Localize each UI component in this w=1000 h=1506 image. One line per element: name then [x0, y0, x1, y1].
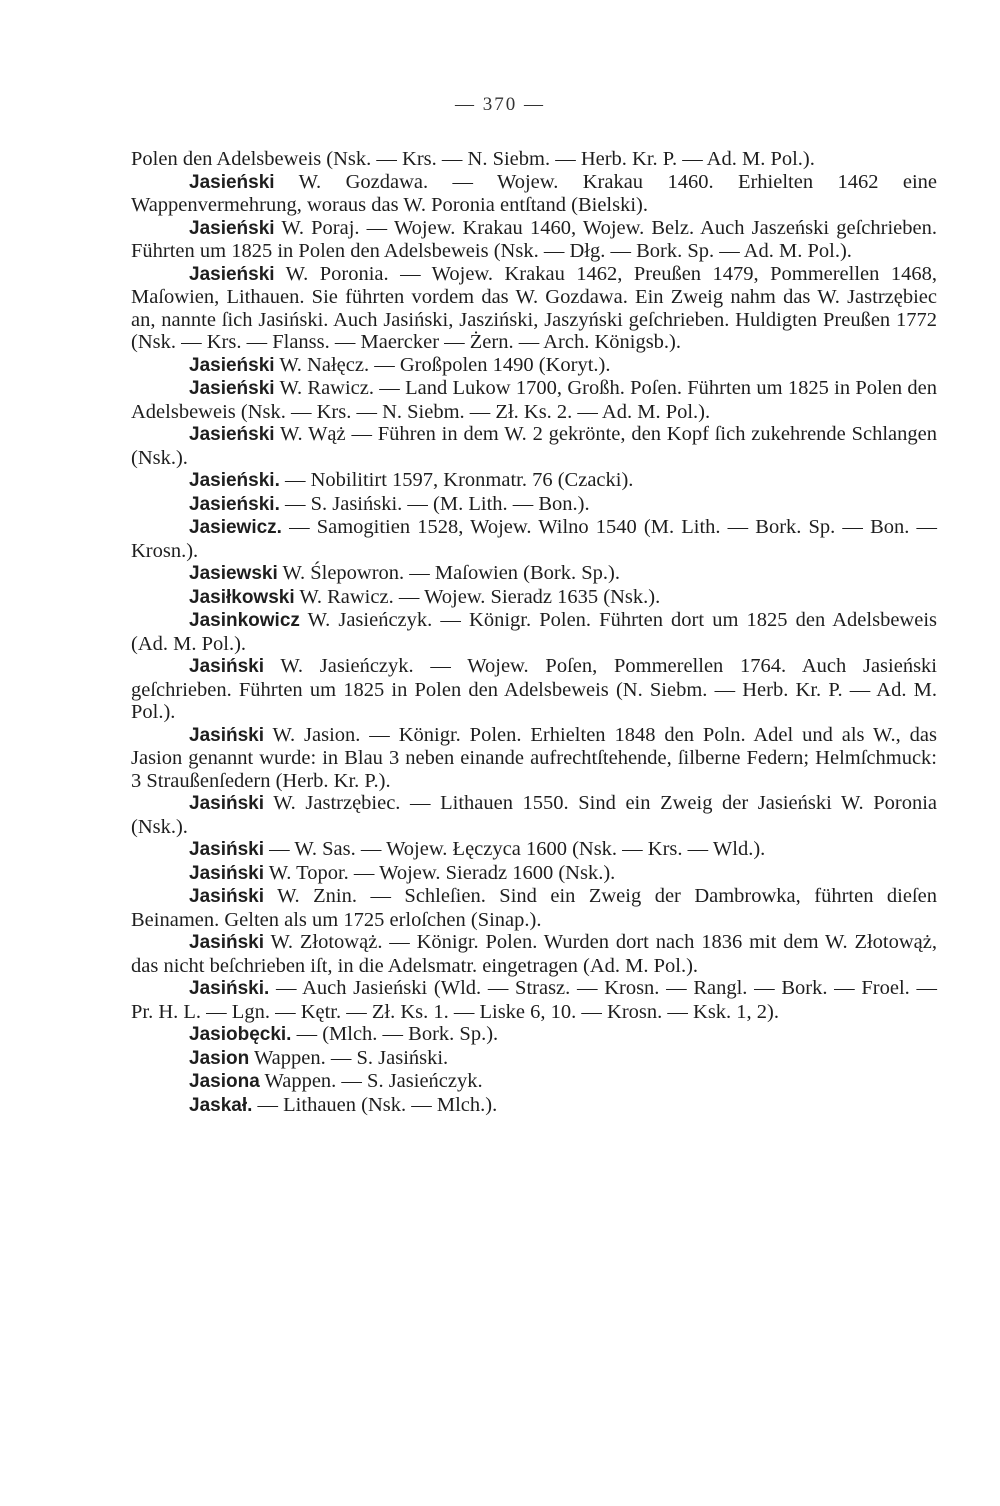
- entry-text: W. Złotowąż. — Königr. Polen. Wurden dort nach 1836 mit dem W. Złotowąż, das nicht beſchrieben iſt, in die Adelsmatr. eingetragen (Ad. M. Pol.).: [131, 931, 937, 977]
- page-number: — 370 —: [455, 94, 545, 115]
- entry-headword: Jasiński: [189, 656, 264, 677]
- entry-text: W. Jasion. — Königr. Polen. Erhielten 1848 den Poln. Adel und als W., das Jasion genannt wurde: in Blau 3 neben einande aufrechtſtehende, ſilberne Federn; Helmſchmuck: 3 Straußenſedern (Herb. Kr. P.).: [131, 723, 937, 792]
- entry: [131, 354, 937, 378]
- entry-headword: Jasieński: [189, 378, 275, 399]
- entry-text: Wappen. — S. Jasiński.: [249, 1046, 449, 1069]
- entry-text: — Auch Jasieński (Wld. — Strasz. — Krosn. — Rangl. — Bork. — Froel. — Pr. H. L. — Lgn. — Kętr. — Zł. Ks. 1. — Liske 6, 10. — Krosn. — Ksk. 1, 2).: [131, 977, 937, 1023]
- entry: [131, 263, 937, 354]
- entry-text: — S. Jasiński. — (M. Lith. — Bon.).: [279, 492, 590, 515]
- entry-continuation: [131, 148, 937, 171]
- entry: [131, 562, 937, 586]
- entry: [131, 516, 937, 562]
- entry: [131, 1094, 937, 1118]
- entry-headword: Jasiński: [189, 862, 264, 884]
- entry-headword: Jaskał.: [189, 1094, 253, 1116]
- entry: [131, 885, 937, 931]
- entry-text: W. Rawicz. — Wojew. Sieradz 1635 (Nsk.).: [294, 585, 661, 608]
- entry-text: W. Wąż — Führen in dem W. 2 gekrönte, den Kopf ſich zukehrende Schlangen (Nsk.).: [131, 423, 937, 469]
- entry-headword: Jasieński: [189, 171, 275, 193]
- entry-headword: Jasiński: [189, 793, 264, 814]
- entry: [131, 609, 937, 655]
- entry-headword: Jasiewski: [189, 563, 278, 584]
- entry-headword: Jasieński: [189, 354, 275, 376]
- entry-text: W. Znin. — Schleſien. Sind ein Zweig der Dambrowka, führten dieſen Beinamen. Gelten als um 1725 erloſchen (Sinap.).: [131, 885, 937, 931]
- entry-text: — Lithauen (Nsk. — Mlch.).: [252, 1093, 498, 1116]
- entry: [131, 931, 937, 977]
- entry-headword: Jasiński: [189, 932, 264, 953]
- entry-headword: Jasiński.: [189, 978, 270, 999]
- entry: [131, 493, 937, 517]
- entry-headword: Jasieński.: [189, 470, 280, 491]
- entry-headword: Jasiński: [189, 839, 264, 860]
- entry-text: W. Jasieńczyk. — Königr. Polen. Führten dort um 1825 den Adelsbeweis (Ad. M. Pol.).: [131, 609, 937, 655]
- entry: [131, 838, 937, 862]
- entry: [131, 217, 937, 263]
- entry-text: W. Ślepowron. — Maſowien (Bork. Sp.).: [277, 562, 620, 584]
- entry: [131, 469, 937, 493]
- entry: [131, 171, 937, 217]
- entry: [131, 724, 937, 793]
- entry: [131, 377, 937, 423]
- dictionary-column: [131, 148, 937, 1117]
- entry-headword: Jasiłkowski: [189, 586, 295, 608]
- entry: [131, 977, 937, 1023]
- entry-text: W. Poraj. — Wojew. Krakau 1460, Wojew. Belz. Auch Jaszeński geſchrieben. Führten um 1825 in Polen den Adelsbeweis (Nsk. — Dłg. — Bork. Sp. — Ad. M. Pol.).: [131, 216, 937, 262]
- entry-text: — Samogitien 1528, Wojew. Wilno 1540 (M. Lith. — Bork. Sp. — Bon. — Krosn.).: [131, 516, 937, 562]
- entry-text: W. Gozdawa. — Wojew. Krakau 1460. Erhielten 1462 eine Wappenvermehrung, woraus das W. Poronia entſtand (Bielski).: [131, 170, 937, 216]
- entry-text: — (Mlch. — Bork. Sp.).: [291, 1023, 499, 1045]
- entry-headword: Jasion: [189, 1047, 250, 1069]
- entry-text: W. Topor. — Wojew. Sieradz 1600 (Nsk.).: [264, 861, 616, 884]
- entry-text: Polen den Adelsbeweis (Nsk. — Krs. — N. Siebm. — Herb. Kr. P. — Ad. M. Pol.).: [131, 148, 815, 170]
- entry-text: W. Jasieńczyk. — Wojew. Poſen, Pommerellen 1764. Auch Jasieński geſchrieben. Führten um 1825 in Polen den Adelsbeweis (N. Siebm. — Herb. Kr. P. — Ad. M. Pol.).: [131, 655, 937, 723]
- entry: [131, 792, 937, 838]
- entry-text: Wappen. — S. Jasieńczyk.: [259, 1070, 483, 1092]
- entry-headword: Jasiona: [189, 1071, 260, 1092]
- entry-headword: Jasiewicz.: [189, 517, 282, 538]
- entry-text: — W. Sas. — Wojew. Łęczyca 1600 (Nsk. — Krs. — Wld.).: [264, 838, 766, 860]
- entry-headword: Jasiński: [189, 886, 264, 907]
- entry-headword: Jasiński: [189, 724, 264, 746]
- entry-text: W. Poronia. — Wojew. Krakau 1462, Preußen 1479, Pommerellen 1468, Maſowien, Lithauen. Sie führten vordem das W. Gozdawa. Ein Zweig nahm das W. Jastrzębiec an, nannte ſich Jasiński. Auch Jasiński, Jasziński, Jaszyński geſchrieben. Huldigten Preußen 1772 (Nsk. — Krs. — Flanss. — Maercker — Żern. — Arch. Königsb.).: [131, 262, 937, 353]
- entry: [131, 1047, 937, 1071]
- entry: [131, 586, 937, 610]
- entry-headword: Jasieński: [189, 263, 275, 285]
- entry-headword: Jasieński.: [189, 493, 280, 515]
- entry-headword: Jasinkowicz: [189, 610, 300, 631]
- entry: [131, 655, 937, 724]
- entry-headword: Jasieński: [189, 424, 275, 445]
- entry: [131, 1070, 937, 1094]
- entry-headword: Jasieński: [189, 217, 275, 239]
- entry-headword: Jasiobęcki.: [189, 1024, 292, 1045]
- entry: [131, 862, 937, 886]
- entry-text: W. Rawicz. — Land Lukow 1700, Großh. Poſen. Führten um 1825 in Polen den Adelsbeweis (Nsk. — Krs. — N. Siebm. — Zł. Ks. 2. — Ad. M. Pol.).: [131, 377, 937, 423]
- entry-text: W. Jastrzębiec. — Lithauen 1550. Sind ein Zweig der Jasieński W. Poronia (Nsk.).: [131, 792, 937, 838]
- entry: [131, 423, 937, 469]
- entry-text: — Nobilitirt 1597, Kronmatr. 76 (Czacki).: [279, 469, 634, 491]
- entry-text: W. Nałęcz. — Großpolen 1490 (Koryt.).: [274, 353, 611, 376]
- entry: [131, 1023, 937, 1047]
